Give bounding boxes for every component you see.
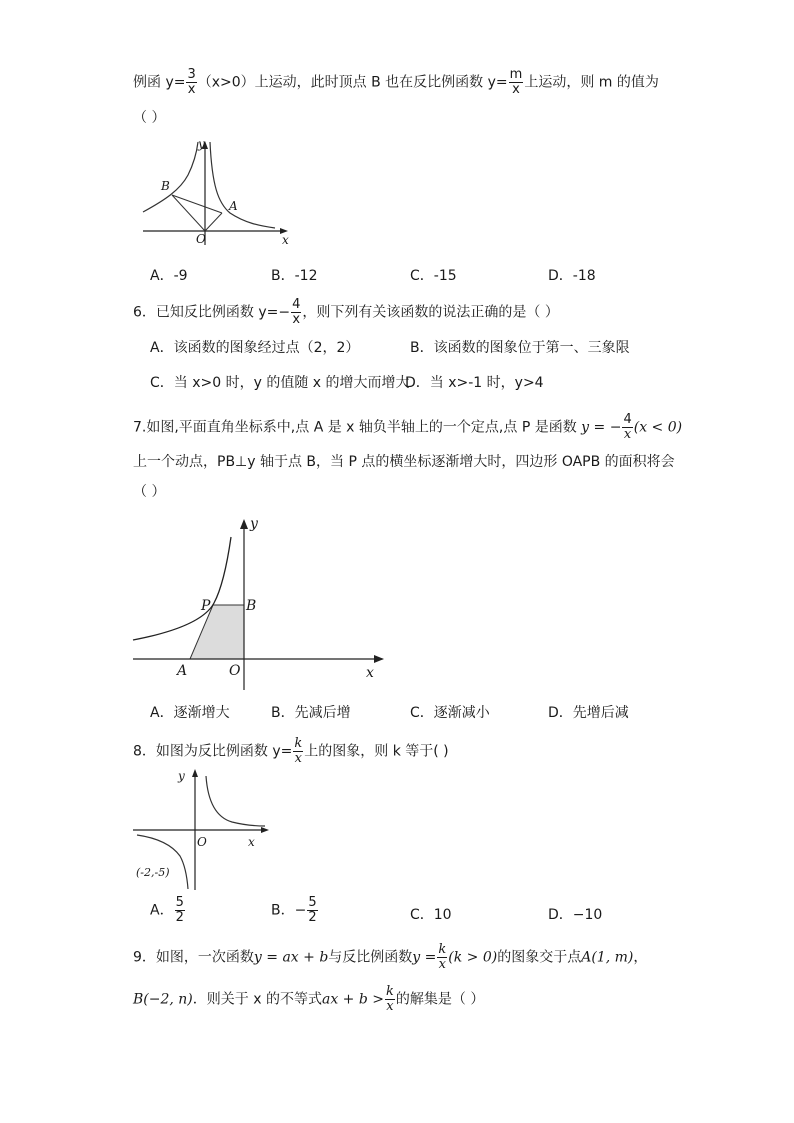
q7-option-c[interactable]: C．逐渐减小 <box>410 705 490 721</box>
q6-fraction-4-over-x: $\frac{4}{x}$ <box>292 297 301 327</box>
q5-figure-label-o: O <box>196 232 206 246</box>
q5-figure-label-x: x <box>282 233 289 247</box>
q6-option-b[interactable]: B．该函数的图象位于第一、三象限 <box>410 340 630 356</box>
q8-option-b-fraction: $\frac{5}{2}$ <box>308 895 317 925</box>
q7-option-d[interactable]: D．先增后减 <box>548 705 629 721</box>
q5-figure-label-y: y <box>198 137 205 151</box>
q8-option-d[interactable]: D．−10 <box>548 907 603 923</box>
q5-option-a[interactable]: A．-9 <box>150 268 188 284</box>
q8-figure-label-x: x <box>248 835 255 849</box>
q5-fraction-m-over-x: $\frac{m}{x}$ <box>509 67 523 97</box>
q6-option-c[interactable]: C．当 x>0 时，y 的值随 x 的增大而增大 <box>150 375 410 391</box>
q9-inequality: ax + b > <box>321 991 384 1008</box>
q5-figure-label-a: A <box>229 199 238 213</box>
q7-answer-paren: （ ） <box>133 484 166 500</box>
q8-figure-label-o: O <box>197 835 207 849</box>
q7-figure-label-p: P <box>201 598 211 614</box>
q7-function-condition: (x < 0) <box>633 419 683 436</box>
q9-stem-line2: B(−2, n)．则关于 x 的不等式ax + b > $\frac{k}{x}$ 的解集是（ ） <box>133 984 485 1014</box>
q9-function-lhs: y = <box>412 949 437 966</box>
q5-option-c[interactable]: C．-15 <box>410 268 457 284</box>
q8-stem: 8．如图为反比例函数 y= $\frac{k}{x}$ 上的图象，则 k 等于( ) <box>133 736 449 766</box>
q7-function-lhs: y = − <box>581 419 622 436</box>
q7-option-a[interactable]: A．逐渐增大 <box>150 705 230 721</box>
q9-point-b: B(−2, n) <box>133 991 193 1008</box>
q8-option-b[interactable]: B．− $\frac{5}{2}$ <box>271 895 317 925</box>
q6-option-a[interactable]: A．该函数的图象经过点（2，2） <box>150 340 360 356</box>
q8-figure-label-y: y <box>178 769 185 783</box>
q5-figure-label-b: B <box>161 179 170 193</box>
q5-option-d[interactable]: D．-18 <box>548 268 596 284</box>
q7-stem-line2: 上一个动点，PB⊥y 轴于点 B，当 P 点的横坐标逐渐增大时，四边形 OAPB 的面积将会 <box>133 454 675 470</box>
q5-fraction-3-over-x: $\frac{3}{x}$ <box>187 67 196 97</box>
q5-answer-paren: （ ） <box>133 110 166 126</box>
q6-stem: 6．已知反比例函数 y=− $\frac{4}{x}$ ，则下列有关该函数的说法正确的是（ ） <box>133 297 559 327</box>
q5-option-b[interactable]: B．-12 <box>271 268 318 284</box>
q8-option-c[interactable]: C．10 <box>410 907 452 923</box>
q7-stem-line1: 7.如图,平面直角坐标系中,点 A 是 x 轴负半轴上的一个定点,点 P 是函数 y = − $\frac{4}{x}$ (x < 0) <box>133 412 683 442</box>
q8-option-a-fraction: $\frac{5}{2}$ <box>175 895 184 925</box>
q9-point-a: A(1, m) <box>581 949 634 966</box>
q7-fraction-4-over-x: $\frac{4}{x}$ <box>623 412 632 442</box>
q5-stem-line: 例函 y= $\frac{3}{x}$ （x>0）上运动，此时顶点 B 也在反比例函数 y= $\frac{m}{x}$ 上运动，则 m 的值为 <box>133 67 659 97</box>
q9-function-condition: (k > 0) <box>448 949 498 966</box>
q8-figure-point-label: (-2,-5) <box>136 866 170 879</box>
q9-linear-function: y = ax + b <box>253 949 329 966</box>
q8-fraction-k-over-x: $\frac{k}{x}$ <box>294 736 303 766</box>
q7-figure-label-a: A <box>177 663 188 679</box>
q7-figure-label-o: O <box>229 663 241 679</box>
q8-option-a[interactable]: A． $\frac{5}{2}$ <box>150 895 184 925</box>
q7-option-b[interactable]: B．先减后增 <box>271 705 351 721</box>
q7-figure-label-y: y <box>250 516 258 532</box>
q6-option-d[interactable]: D．当 x>-1 时，y>4 <box>405 375 544 391</box>
q9-stem-line1: 9．如图，一次函数y = ax + b与反比例函数y = $\frac{k}{x}$ (k > 0)的图象交于点A(1, m)， <box>133 942 648 972</box>
q7-figure-label-x: x <box>366 665 374 681</box>
q7-figure-label-b: B <box>246 598 257 614</box>
q9-fraction2-k-over-x: $\frac{k}{x}$ <box>385 984 394 1014</box>
q9-fraction-k-over-x: $\frac{k}{x}$ <box>438 942 447 972</box>
